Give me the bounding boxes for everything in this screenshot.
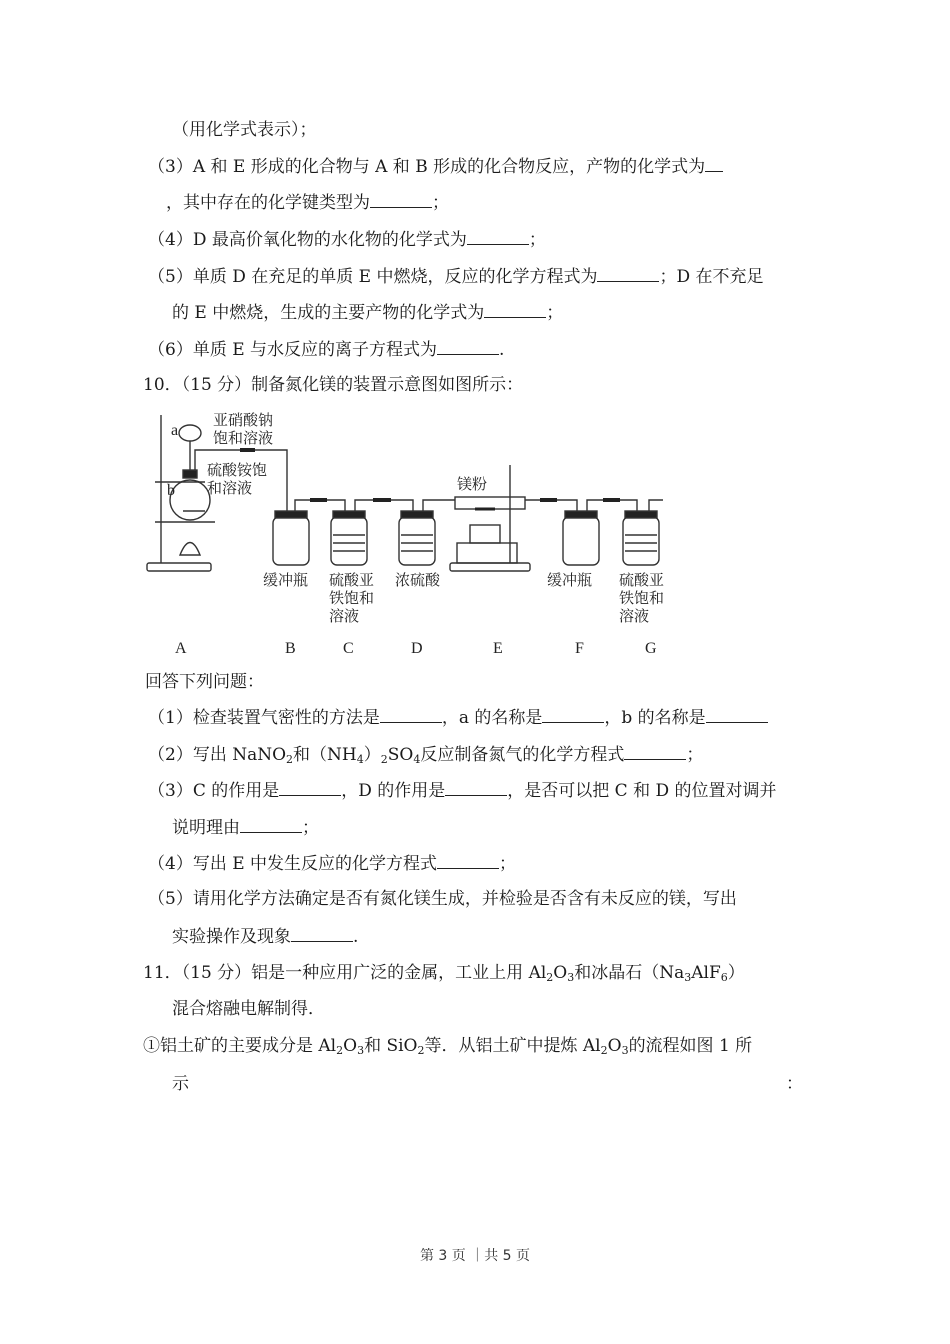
label-D: 浓硫酸	[395, 571, 441, 589]
label-F: 缓冲瓶	[547, 571, 593, 589]
apparatus-diagram	[145, 405, 675, 660]
text: 11．（15 分）铝是一种应用广泛的金属，工业上用 Al	[143, 963, 547, 983]
text: ）	[363, 745, 381, 765]
subscript: 2	[417, 1044, 425, 1057]
text: （3）C 的作用是	[148, 781, 280, 801]
text: .	[353, 927, 359, 947]
text: .	[499, 340, 505, 360]
subscript: 2	[380, 753, 388, 766]
answer-blank[interactable]	[380, 706, 442, 723]
part-5-line2	[172, 925, 358, 948]
text: 的 E 中燃烧，生成的主要产物的化学式为	[172, 303, 485, 323]
question-5-line2	[172, 301, 563, 324]
text: （6）单质 E 与水反应的离子方程式为	[148, 340, 438, 360]
text: （3）A 和 E 形成的化合物与 A 和 B 形成的化合物反应，产物的化学式为	[148, 157, 706, 177]
subscript: 2	[336, 1044, 344, 1057]
letter-D: D	[411, 640, 423, 657]
answer-blank[interactable]	[624, 743, 686, 760]
question-11-line2: 混合熔融电解制得．	[172, 999, 325, 1019]
question-11-sub1-line2: 示	[172, 1074, 189, 1094]
text: ；	[528, 230, 546, 250]
label-C-1: 硫酸亚	[329, 571, 375, 589]
trailing-colon: ：	[786, 1074, 803, 1094]
answer-blank[interactable]	[370, 191, 432, 208]
label-G-3: 溶液	[619, 607, 650, 625]
text: O	[607, 1036, 622, 1056]
part-3-line2	[172, 816, 319, 839]
answer-blank[interactable]	[437, 852, 499, 869]
page-footer: 第 3 页 ｜共 5 页	[419, 1248, 531, 1264]
answer-blank[interactable]	[706, 706, 768, 723]
label-C-3: 溶液	[329, 607, 360, 625]
text: （1）检查装置气密性的方法是	[148, 708, 380, 728]
text: ；	[499, 854, 517, 874]
label-mg-powder: 镁粉	[457, 475, 488, 493]
subscript: 4	[356, 753, 364, 766]
text: 实验操作及现象	[172, 927, 291, 947]
text: （4）D 最高价氧化物的水化物的化学式为	[148, 230, 467, 250]
letter-C: C	[343, 640, 354, 657]
question-11-line1	[143, 962, 745, 984]
subscript: 4	[413, 753, 421, 766]
part-1	[148, 706, 768, 729]
answer-blank[interactable]	[705, 155, 723, 172]
question-4	[148, 228, 546, 251]
text: ，其中存在的化学键类型为	[166, 193, 370, 213]
label-C-2: 铁饱和	[329, 589, 375, 607]
text: （5）单质 D 在充足的单质 E 中燃烧，反应的化学方程式为	[148, 267, 598, 287]
text: ；	[302, 818, 319, 838]
answer-blank[interactable]	[484, 301, 546, 318]
text: ；D 在不充足	[659, 267, 764, 287]
text-line: （用化学式表示）；	[172, 120, 317, 140]
answer-blank[interactable]	[279, 779, 341, 796]
text: （4）写出 E 中发生反应的化学方程式	[148, 854, 438, 874]
label-nitrite-2: 饱和溶液	[213, 429, 274, 447]
question-5-line1	[148, 265, 764, 288]
subscript: 3	[684, 971, 692, 984]
text: 说明理由	[172, 818, 240, 838]
label-ammonium-1: 硫酸铵饱	[207, 461, 268, 479]
answer-blank[interactable]	[240, 816, 302, 833]
question-6	[148, 338, 504, 361]
answer-blank[interactable]	[542, 706, 604, 723]
text: ；	[686, 745, 704, 765]
text: SO	[387, 745, 414, 765]
label-a: a	[171, 422, 179, 439]
text: 和（NH	[293, 745, 357, 765]
text: ；	[546, 303, 564, 323]
label-B: 缓冲瓶	[263, 571, 309, 589]
part-5-line1: （5）请用化学方法确定是否有氮化镁生成，并检验是否含有未反应的镁，写出	[148, 889, 737, 909]
part-3-line1	[148, 779, 777, 802]
text: O	[343, 1036, 358, 1056]
text: 和 SiO	[364, 1036, 418, 1056]
subscript: 3	[567, 971, 575, 984]
letter-F: F	[575, 640, 584, 657]
text: ①铝土矿的主要成分是 Al	[143, 1036, 337, 1056]
label-nitrite-1: 亚硝酸钠	[213, 411, 274, 429]
answer-intro: 回答下列问题：	[145, 672, 264, 692]
letter-A: A	[175, 640, 187, 657]
label-G-2: 铁饱和	[619, 589, 665, 607]
text: O	[553, 963, 568, 983]
answer-blank[interactable]	[445, 779, 507, 796]
text: ）	[727, 963, 745, 983]
text: ，是否可以把 C 和 D 的位置对调并	[507, 781, 777, 801]
label-G-1: 硫酸亚	[619, 571, 665, 589]
answer-blank[interactable]	[291, 925, 353, 942]
answer-blank[interactable]	[437, 338, 499, 355]
subscript: 3	[621, 1044, 629, 1057]
text: 等．从铝土矿中提炼 Al	[424, 1036, 601, 1056]
letter-G: G	[645, 640, 657, 657]
letter-E: E	[493, 640, 503, 657]
apparatus-svg	[145, 405, 675, 660]
part-2	[148, 743, 703, 766]
text: ；	[432, 193, 449, 213]
text: （2）写出 NaNO	[148, 745, 287, 765]
label-b: b	[167, 482, 175, 499]
subscript: 2	[546, 971, 554, 984]
question-11-sub1-line1	[143, 1035, 752, 1057]
text: 的流程如图 1 所	[628, 1036, 753, 1056]
question-3-line1	[148, 155, 723, 178]
answer-blank[interactable]	[467, 228, 529, 245]
subscript: 3	[357, 1044, 365, 1057]
text: 和冰晶石（Na	[574, 963, 685, 983]
answer-blank[interactable]	[597, 265, 659, 282]
text: ，b 的名称是	[604, 708, 706, 728]
letter-B: B	[285, 640, 296, 657]
text: ，D 的作用是	[341, 781, 446, 801]
text: ，a 的名称是	[441, 708, 543, 728]
subscript: 2	[600, 1044, 608, 1057]
part-4	[148, 852, 516, 875]
question-10-title: 10．（15 分）制备氮化镁的装置示意图如图所示：	[143, 375, 524, 395]
label-ammonium-2: 和溶液	[207, 479, 253, 497]
subscript: 2	[286, 753, 294, 766]
text: AlF	[691, 963, 721, 983]
subscript: 6	[720, 971, 728, 984]
question-3-line2	[166, 191, 449, 214]
text: 反应制备氮气的化学方程式	[420, 745, 625, 765]
